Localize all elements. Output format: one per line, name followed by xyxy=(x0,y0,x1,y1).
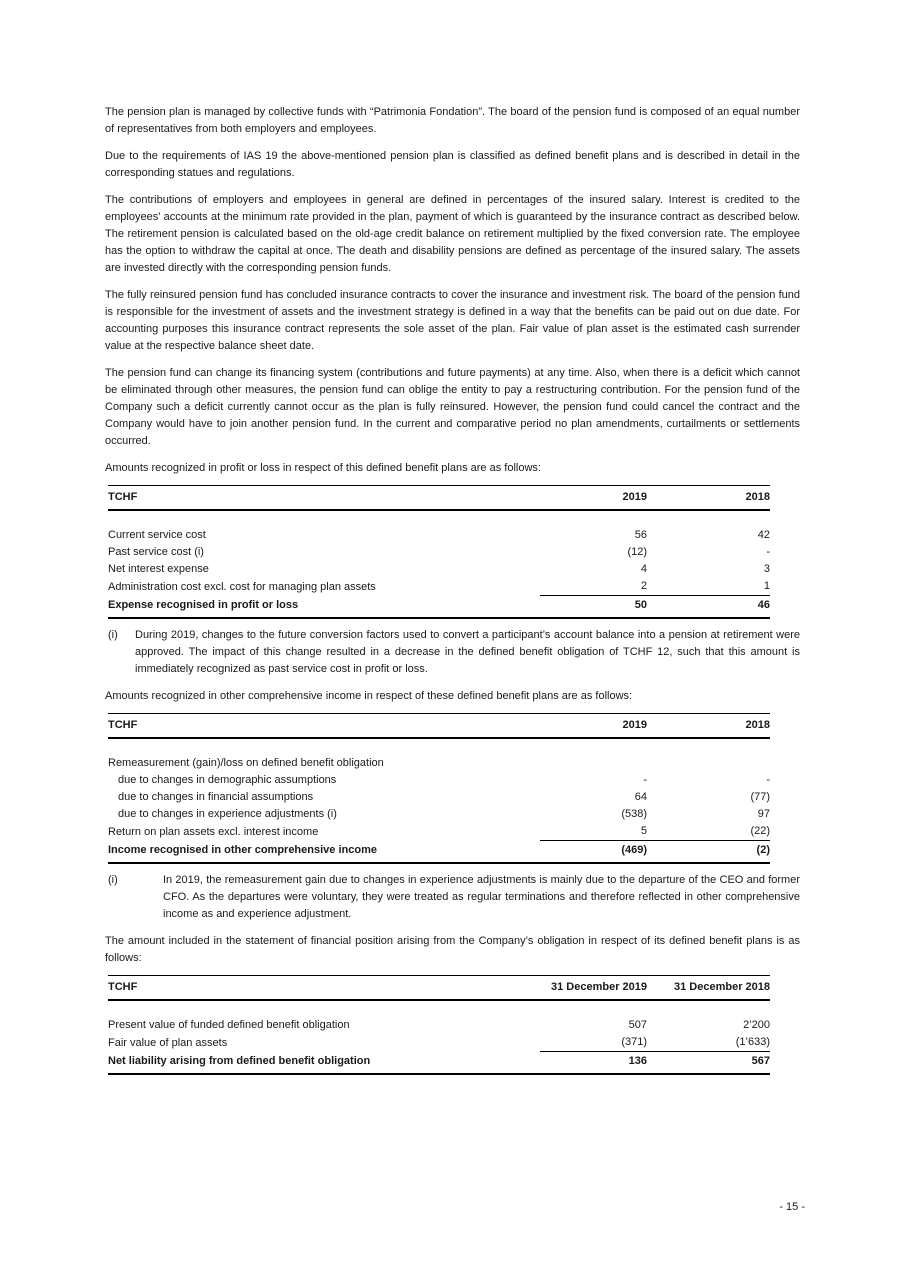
oci-table xyxy=(108,713,770,864)
table-row xyxy=(108,772,770,789)
paragraph-pension-plan: The pension plan is managed by collective funds with “Patrimonia Fondation”. The board of the pension fund is composed of an equal number of representatives from both employers and employees. xyxy=(105,106,800,135)
table-row xyxy=(108,806,770,823)
table-row xyxy=(108,823,770,841)
column-header-31-dec-2019: 31 December 2019 xyxy=(540,976,647,1001)
financial-position-table xyxy=(108,975,770,1075)
value-2019: 507 xyxy=(628,1019,647,1031)
table-row xyxy=(108,789,770,806)
total-2019: 50 xyxy=(540,596,647,619)
table-total-row xyxy=(108,596,770,619)
value-2019: - xyxy=(643,774,647,786)
value-2018: 97 xyxy=(757,808,770,820)
value-2019: (538) xyxy=(621,808,647,820)
row-label: Present value of funded defined benefit obligation xyxy=(108,1019,350,1031)
table-header-row xyxy=(108,486,770,511)
value-2018: 42 xyxy=(757,529,770,541)
total-2018: 46 xyxy=(647,596,770,619)
column-header-tchf: TCHF xyxy=(108,486,540,511)
value-2019: 56 xyxy=(634,529,647,541)
total-2018: (2) xyxy=(647,841,770,864)
table-row xyxy=(108,1017,770,1034)
paragraph-financing-system: The pension fund can change its financing system (contributions and future payments) at any time. Also, when there is a deficit which cannot be eliminated through other measures, the pension fund can oblige the entity to pay a restructuring contribution. For the pension fund of the Company such a deficit currently cannot occur as the plan is fully reinsured. However, the pension fund could cancel the contract and the Company would have to join another pension fund. In the current and comparative period no plan amendments, curtailments or settlements occurred. xyxy=(105,367,800,447)
spacer-row xyxy=(108,510,770,527)
column-header-31-dec-2018: 31 December 2018 xyxy=(647,976,770,1001)
paragraph-contributions: The contributions of employers and employees in general are defined in percentages of the insured salary. Interest is credited to the employees’ accounts at the minimum rate provided in the plan, payment of which is guaranteed by the insurance contract as described below. The retirement pension is calculated based on the old-age credit balance on retirement multiplied by the fixed conversion rate. The employee has the option to withdraw the capital at once. The death and disability pensions are defined as percentage of the insured salary. The assets are invested directly with the corresponding pension funds. xyxy=(105,194,800,274)
value-2018: (77) xyxy=(750,791,770,803)
row-label: Past service cost (i) xyxy=(108,546,204,558)
footnote-past-service-cost xyxy=(108,627,800,678)
row-label: due to changes in demographic assumptions xyxy=(118,774,337,786)
table-row xyxy=(108,527,770,544)
total-label: Income recognised in other comprehensive income xyxy=(108,841,540,864)
row-label: Fair value of plan assets xyxy=(108,1036,228,1049)
value-2018: (1’633) xyxy=(647,1034,770,1052)
row-label: Current service cost xyxy=(108,529,206,541)
profit-loss-table-intro: Amounts recognized in profit or loss in respect of this defined benefit plans are as follows: xyxy=(105,462,541,474)
row-label: due to changes in experience adjustments (i) xyxy=(118,808,337,820)
row-label: due to changes in financial assumptions xyxy=(118,791,314,803)
table-row xyxy=(108,755,770,772)
table-total-row xyxy=(108,841,770,864)
page-number: - 15 - xyxy=(779,1201,805,1213)
value-2018: 1 xyxy=(647,578,770,596)
value-2018: 2’200 xyxy=(743,1019,770,1031)
page-content xyxy=(105,104,800,1083)
column-header-2019: 2019 xyxy=(540,486,647,511)
column-header-tchf: TCHF xyxy=(108,976,540,1001)
paragraph-ias19: Due to the requirements of IAS 19 the above-mentioned pension plan is classified as defined benefit plans and is described in detail in the corresponding statues and regulations. xyxy=(105,150,800,179)
value-2018: (22) xyxy=(647,823,770,841)
total-label: Net liability arising from defined benefit obligation xyxy=(108,1052,540,1075)
row-label: Administration cost excl. cost for managing plan assets xyxy=(108,580,376,593)
value-2019: 2 xyxy=(540,578,647,596)
total-2019: (469) xyxy=(540,841,647,864)
row-label: Remeasurement (gain)/loss on defined benefit obligation xyxy=(108,757,384,769)
table-row xyxy=(108,544,770,561)
table-total-row xyxy=(108,1052,770,1075)
footnote-marker: (i) xyxy=(108,874,118,886)
footnote-text: In 2019, the remeasurement gain due to changes in experience adjustments is mainly due to the departure of the CEO and former CFO. As the departures were voluntary, they were treated as regular terminations and therefore reflected in other comprehensive income as and experience adjustment. xyxy=(163,874,800,920)
column-header-2018: 2018 xyxy=(647,486,770,511)
value-2019: 64 xyxy=(634,791,647,803)
total-label: Expense recognised in profit or loss xyxy=(108,596,540,619)
column-header-2019: 2019 xyxy=(540,714,647,739)
total-2019: 136 xyxy=(540,1052,647,1075)
spacer-row xyxy=(108,1000,770,1017)
table-header-row xyxy=(108,714,770,739)
value-2018 xyxy=(647,755,770,772)
value-2019: 4 xyxy=(640,563,647,575)
financial-position-table-intro: The amount included in the statement of financial position arising from the Company’s obligation in respect of its defined benefit plans is as follows: xyxy=(105,935,800,964)
profit-loss-table xyxy=(108,485,770,619)
value-2019: (371) xyxy=(540,1034,647,1052)
footnote-marker: (i) xyxy=(108,629,118,641)
value-2018: 3 xyxy=(763,563,770,575)
value-2019 xyxy=(540,755,647,772)
value-2019: (12) xyxy=(627,546,647,558)
row-label: Return on plan assets excl. interest income xyxy=(108,825,319,838)
table-row xyxy=(108,561,770,578)
table-row xyxy=(108,578,770,596)
row-label: Net interest expense xyxy=(108,563,209,575)
column-header-tchf: TCHF xyxy=(108,714,540,739)
spacer-row xyxy=(108,738,770,755)
table-header-row xyxy=(108,976,770,1001)
paragraph-reinsured-fund: The fully reinsured pension fund has concluded insurance contracts to cover the insurance and investment risk. The board of the pension fund is responsible for the investment of assets and the investment strategy is defined in a way that the benefits can be paid out on due date. For accounting purposes this insurance contract represents the sole asset of the plan. Fair value of plan asset is the estimated cash surrender value at the respective balance sheet date. xyxy=(105,289,800,352)
table-row xyxy=(108,1034,770,1052)
footnote-experience-adjustments xyxy=(108,872,800,923)
column-header-2018: 2018 xyxy=(647,714,770,739)
total-2018: 567 xyxy=(647,1052,770,1075)
value-2018: - xyxy=(766,546,770,558)
footnote-text: During 2019, changes to the future conversion factors used to convert a participant’s account balance into a pension at retirement were approved. The impact of this change resulted in a decrease in the defined benefit obligation of TCHF 12, such that this amount is immediately recognized as past service cost in profit or loss. xyxy=(135,629,800,675)
value-2019: 5 xyxy=(540,823,647,841)
value-2018: - xyxy=(766,774,770,786)
oci-table-intro: Amounts recognized in other comprehensive income in respect of these defined benefit plans are as follows: xyxy=(105,690,633,702)
